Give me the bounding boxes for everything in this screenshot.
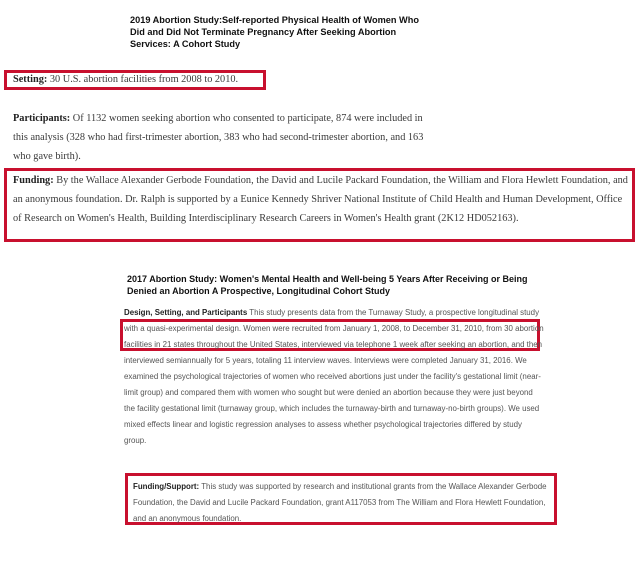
design-text: This study presents data from the Turnaway Study, a prospective longitudinal study with a quasi-experimental design. Women were recruited from January 1, 2008, to December 31, 2010, from 30 abortion facilities in 21 states throughout the United States, interviewed via telephone 1 week after seeking an abortion, and then interviewed semiannually for 5 years, totaling 11 interview waves. Interviews were completed January 31, 2016. We examined the psychological trajectories of women who received abortions just under the facility's gestational limit (near-limit group) and compared them with women who sought but were denied an abortion because they were just beyond the facility gestational limit (turnaway group, which includes the turnaway-birth and turnaway-no-birth groups). We used mixed effects linear and logistic regression analyses to assess whether psychological trajectories differed by study group. [124, 308, 544, 445]
study-2017-title: 2017 Abortion Study: Women's Mental Health and Well-being 5 Years After Receiving or Being Denied an Abortion A Prospective, Longitudinal Cohort Study [127, 274, 528, 296]
funding-support-label: Funding/Support: [133, 482, 200, 491]
setting-label: Setting: [13, 74, 48, 85]
design-label: Design, Setting, and Participants [124, 308, 248, 317]
study-2019-title: 2019 Abortion Study:Self-reported Physical Health of Women Who Did and Did Not Terminate Pregnancy After Seeking Abortion Services: A Cohort Study [130, 15, 419, 49]
participants-text: Of 1132 women seeking abortion who consented to participate, 874 were included in this analysis (328 who had first-trimester abortion, 383 who had second-trimester abortion, and 163 who gave birth). [13, 113, 424, 162]
participants-paragraph [13, 109, 433, 166]
funding-support-text: This study was supported by research and institutional grants from the Wallace Alexander Gerbode Foundation, the David and Lucile Packard Foundation, grant A117053 from The William and Flora Hewlett Foundation, and an anonymous foundation. [133, 482, 547, 523]
setting-text: 30 U.S. abortion facilities from 2008 to 2010. [47, 74, 239, 85]
funding-text: By the Wallace Alexander Gerbode Foundation, the David and Lucile Packard Foundation, the William and Flora Hewlett Foundation, and an anonymous foundation. Dr. Ralph is supported by a Eunice Kennedy Shriver National Institute of Child Health and Human Development, Office of Research on Women's Health, Building Interdisciplinary Research Careers in Women's Health grant (2K12 HD052163). [13, 175, 628, 224]
setting-paragraph [13, 73, 238, 87]
participants-label: Participants: [13, 113, 71, 124]
funding-label: Funding: [13, 175, 54, 186]
funding-paragraph [13, 171, 631, 228]
design-paragraph [124, 305, 544, 449]
funding-support-paragraph [133, 479, 553, 527]
